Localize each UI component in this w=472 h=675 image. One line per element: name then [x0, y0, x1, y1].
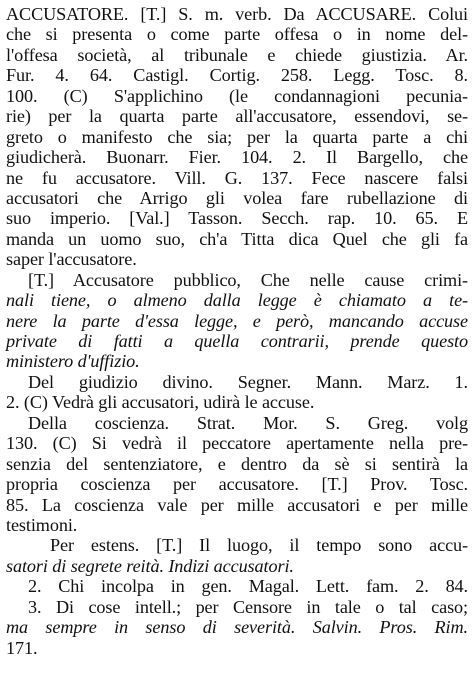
entry-line-12: manda un uomo suo, ch'a Titta dica Quel che gli fa	[6, 228, 468, 249]
entry-line-10: accusatori che Arrigo gli volea fare rubellazione di	[6, 187, 468, 208]
entry-line-19: Del giudizio divino. Segner. Mann. Marz. 1.	[28, 371, 468, 392]
entry-line-7: greto o manifesto che sia; per la quarta parte a chi	[6, 126, 468, 147]
entry-line-30: 3. Di cose intell.; per Censore in tale o tal caso;	[28, 596, 468, 617]
entry-line-16: nere la parte d'essa legge, e però, mancando accuse	[6, 310, 468, 331]
entry-line-29: 2. Chi incolpa in gen. Magal. Lett. fam. 2. 84.	[28, 576, 468, 597]
entry-line-5: 100. (C) S'applichino (le condannagioni pecunia-	[6, 85, 468, 106]
entry-line-18: ministero d'uffizio.	[6, 351, 140, 372]
entry-line-21: Della coscienza. Strat. Mor. S. Greg. volg	[28, 412, 468, 433]
entry-line-20: 2. (C) Vedrà gli accusatori, udirà le accuse.	[6, 392, 315, 413]
entry-line-15: nali tiene, o almeno dalla legge è chiamato a te-	[6, 290, 468, 311]
entry-line-11: suo imperio. [Val.] Tasson. Secch. rap. 10. 65. E	[6, 208, 468, 229]
entry-line-8: giudicherà. Buonarr. Fier. 104. 2. Il Bargello, che	[6, 147, 468, 168]
entry-line-28: satori di segrete reità. Indizi accusatori.	[6, 555, 294, 576]
entry-line-32: 171.	[6, 637, 38, 658]
entry-line-1: ACCUSATORE. [T.] S. m. verb. Da ACCUSARE. Colui	[6, 4, 468, 24]
entry-line-3: l'offesa società, al tribunale e chiede giustizia. Ar.	[6, 44, 468, 65]
entry-line-23: senzia del sentenziatore, e dentro da sè si sentirà la	[6, 453, 468, 474]
entry-line-9: ne fu accusatore. Vill. G. 137. Fece nascere falsi	[6, 167, 468, 188]
entry-line-14: [T.] Accusatore pubblico, Che nelle cause crimi-	[28, 269, 468, 290]
entry-line-25: 85. La coscienza vale per mille accusatori e per mille	[6, 494, 468, 515]
entry-line-31: ma sempre in senso di severità. Salvin. Pros. Rim.	[6, 617, 468, 638]
entry-line-27: Per estens. [T.] Il luogo, il tempo sono accu-	[50, 535, 468, 556]
entry-line-6: rie) per la quarta parte all'accusatore, essendovi, se-	[6, 106, 468, 127]
entry-line-24: propria coscienza per accusatore. [T.] Prov. Tosc.	[6, 474, 468, 495]
entry-line-13: saper l'accusatore.	[6, 249, 137, 270]
entry-line-17: private di fatti a quella contrarii, prende questo	[6, 331, 468, 351]
entry-line-4: Fur. 4. 64. Castigl. Cortig. 258. Legg. Tosc. 8.	[6, 65, 468, 86]
entry-line-22: 130. (C) Si vedrà il peccatore apertamente nella pre-	[6, 433, 468, 454]
dictionary-entry	[6, 4, 468, 658]
entry-line-2: che si presenta o come parte offesa o in nome del-	[6, 24, 468, 45]
entry-line-26: testimoni.	[6, 514, 78, 535]
